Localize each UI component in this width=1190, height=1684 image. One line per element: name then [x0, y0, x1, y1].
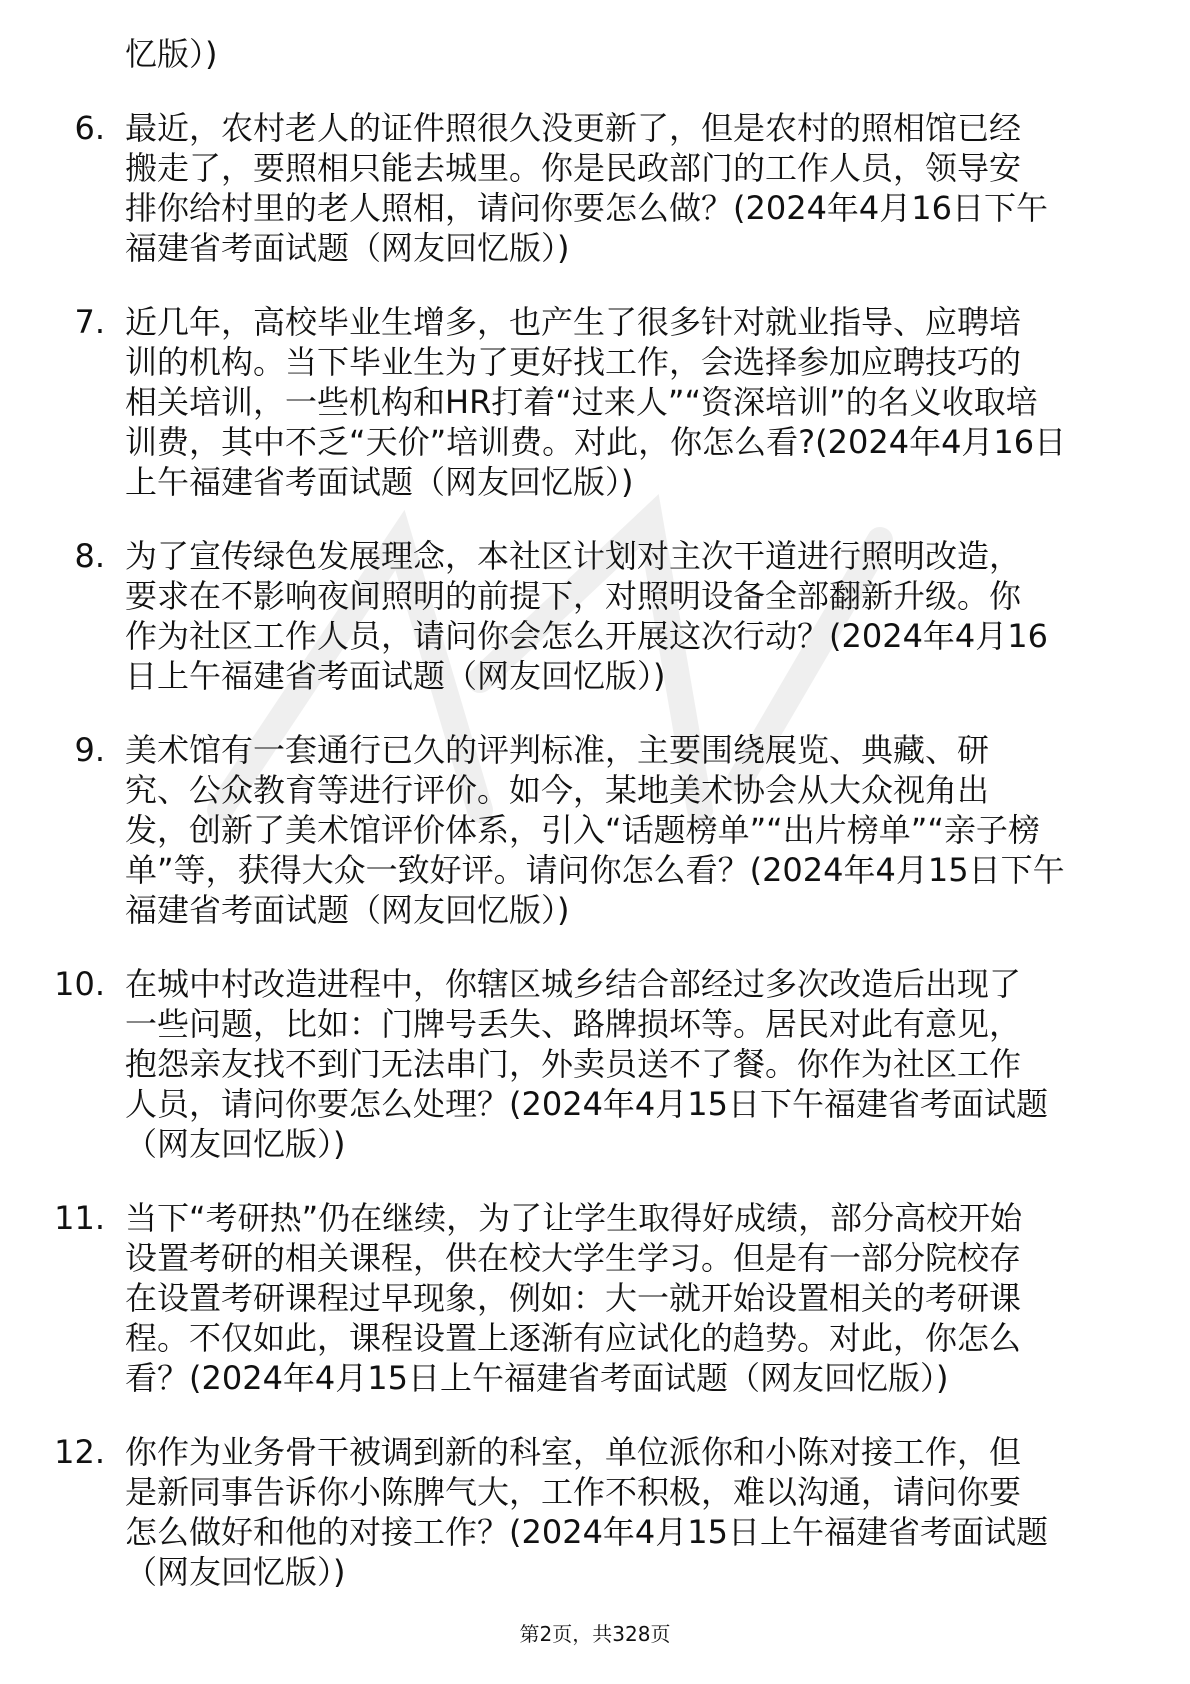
question-text: 美术馆有一套通行已久的评判标准，主要围绕展览、典藏、研 究、公众教育等进行评价。如今，某地美术协会从大众视角出 发，创新了美术馆评价体系，引入“话题榜单”“出片榜单”“亲子榜 单”等，获得大众一致好评。请问你怎么看？(2024年4月15日下午 福建省考面试题（网友回忆版）): [125, 731, 1065, 929]
question-number: 7.: [74, 303, 105, 341]
question-text: 为了宣传绿色发展理念，本社区计划对主次干道进行照明改造， 要求在不影响夜间照明的前提下，对照明设备全部翻新升级。你 作为社区工作人员，请问你会怎么开展这次行动？(2024年4月16 日上午福建省考面试题（网友回忆版）): [125, 537, 1049, 695]
question-number: 11.: [54, 1199, 105, 1237]
question-number: 6.: [74, 109, 105, 147]
question-list: [0, 34, 1190, 1626]
question-item: [0, 302, 1190, 502]
question-text: 当下“考研热”仍在继续，为了让学生取得好成绩，部分高校开始 设置考研的相关课程，供在校大学生学习。但是有一部分院校存 在设置考研课程过早现象，例如：大一就开始设置相关的考研课 程。不仅如此，课程设置上逐渐有应试化的趋势。对此，你怎么 看？(2024年4月15日上午福建省考面试题（网友回忆版）): [125, 1199, 1023, 1397]
question-item: [0, 1198, 1190, 1398]
question-text: 近几年，高校毕业生增多，也产生了很多针对就业指导、应聘培 训的机构。当下毕业生为了更好找工作，会选择参加应聘技巧的 相关培训，一些机构和HR打着“过来人”“资深培训”的名义收取培 训费，其中不乏“天价”培训费。对此，你怎么看?(2024年4月16日 上午福建省考面试题（网友回忆版）): [125, 303, 1067, 501]
continuation-text: 忆版）): [125, 35, 218, 73]
question-text: 你作为业务骨干被调到新的科室，单位派你和小陈对接工作，但 是新同事告诉你小陈脾气大，工作不积极，难以沟通，请问你要 怎么做好和他的对接工作？(2024年4月15日上午福建省考面试题 （网友回忆版）): [125, 1433, 1049, 1591]
question-number: 10.: [54, 965, 105, 1003]
page-footer: 第2页，共328页: [519, 1622, 671, 1646]
question-item: [0, 730, 1190, 930]
question-text: 在城中村改造进程中，你辖区城乡结合部经过多次改造后出现了 一些问题，比如：门牌号丢失、路牌损坏等。居民对此有意见， 抱怨亲友找不到门无法串门，外卖员送不了餐。你作为社区工作 人员，请问你要怎么处理？(2024年4月15日下午福建省考面试题 （网友回忆版）): [125, 965, 1049, 1163]
question-item: [0, 1432, 1190, 1592]
question-text: 最近，农村老人的证件照很久没更新了，但是农村的照相馆已经 搬走了，要照相只能去城里。你是民政部门的工作人员，领导安 排你给村里的老人照相，请问你要怎么做？(2024年4月16日下午 福建省考面试题（网友回忆版）): [125, 109, 1049, 267]
question-number: 9.: [74, 731, 105, 769]
question-item: [0, 536, 1190, 696]
question-item: [0, 108, 1190, 268]
question-number: 12.: [54, 1433, 105, 1471]
question-number: 8.: [74, 537, 105, 575]
question-item: [0, 964, 1190, 1164]
